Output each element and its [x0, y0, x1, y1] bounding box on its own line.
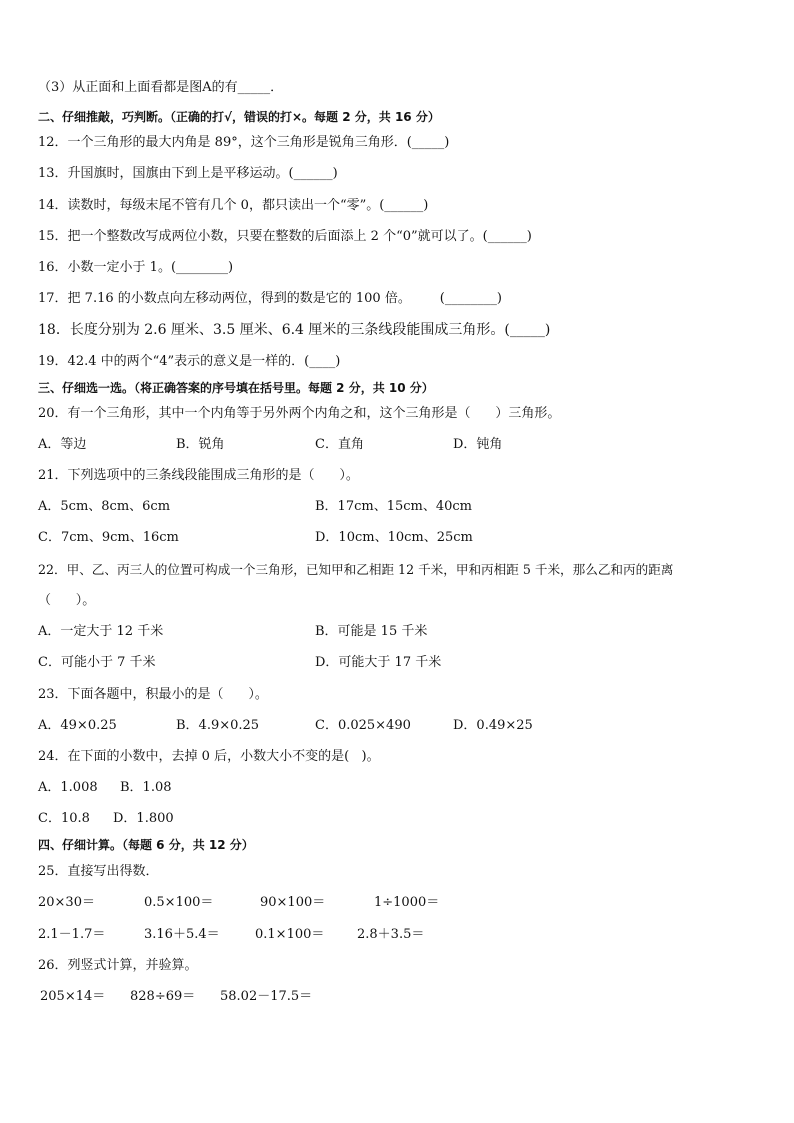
question-22-blank: （ ）。	[38, 593, 96, 608]
q24-option-d: D．1.800	[113, 811, 174, 826]
vertical-calc-item: 205×14＝	[40, 989, 106, 1004]
q21-option-b: B．17cm、15cm、40cm	[315, 499, 473, 514]
q20-option-a: A．等边	[38, 437, 87, 452]
q22-option-c: C．可能小于 7 千米	[38, 655, 156, 670]
q22-option-d: D．可能大于 17 千米	[315, 655, 442, 670]
section-4-heading: 四、仔细计算。（每题 6 分，共 12 分）	[38, 838, 254, 852]
q23-option-c: C．0.025×490	[315, 718, 411, 733]
calc-item: 20×30＝	[38, 895, 95, 910]
section-2-heading: 二、仔细推敲，巧判断。（正确的打√，错误的打×。每题 2 分，共 16 分）	[38, 110, 440, 124]
calc-item: 0.5×100＝	[144, 895, 214, 910]
vertical-calc-item: 58.02－17.5＝	[220, 989, 313, 1004]
q22-option-b: B．可能是 15 千米	[315, 624, 428, 639]
question-24: 24．在下面的小数中，去掉 0 后，小数大小不变的是( )。	[38, 749, 380, 764]
question-25: 25．直接写出得数．	[38, 864, 159, 879]
question-17: 17．把 7.16 的小数点向左移动两位，得到的数是它的 100 倍。 (________)	[38, 291, 502, 306]
vertical-calc-item: 828÷69＝	[130, 989, 196, 1004]
question-20: 20．有一个三角形，其中一个内角等于另外两个内角之和，这个三角形是（ ）三角形。	[38, 406, 561, 421]
question-15: 15．把一个整数改写成两位小数，只要在整数的后面添上 2 个“0”就可以了。(______)	[38, 229, 532, 244]
calc-item: 0.1×100＝	[255, 927, 325, 942]
question-23: 23．下面各题中，积最小的是（ ）。	[38, 687, 268, 702]
q20-option-c: C．直角	[315, 437, 364, 452]
calc-item: 2.8＋3.5＝	[357, 927, 425, 942]
calc-item: 3.16＋5.4＝	[144, 927, 220, 942]
q22-option-a: A．一定大于 12 千米	[38, 624, 164, 639]
question-16: 16．小数一定小于 1。(________)	[38, 260, 234, 275]
q23-option-a: A．49×0.25	[38, 718, 117, 733]
q20-option-d: D．钝角	[453, 437, 503, 452]
calc-item: 2.1－1.7＝	[38, 927, 106, 942]
question-22: 22．甲、乙、丙三人的位置可构成一个三角形，已知甲和乙相距 12 千米，甲和丙相距 5 千米，那么乙和丙的距离	[38, 562, 674, 577]
question-21: 21．下列选项中的三条线段能围成三角形的是（ ）。	[38, 468, 359, 483]
q24-option-b: B．1.08	[120, 780, 172, 795]
question-19: 19．42.4 中的两个“4”表示的意义是一样的．(____)	[38, 354, 341, 369]
q23-option-b: B．4.9×0.25	[176, 718, 260, 733]
q21-option-a: A．5cm、8cm、6cm	[38, 499, 171, 514]
question-14: 14．读数时，每级末尾不管有几个 0，都只读出一个“零”。(______)	[38, 198, 429, 213]
question-26: 26．列竖式计算，并验算。	[38, 958, 198, 973]
q24-option-c: C．10.8	[38, 811, 90, 826]
calc-item: 1÷1000＝	[374, 895, 440, 910]
question-12: 12．一个三角形的最大内角是 89°，这个三角形是锐角三角形．(_____)	[38, 135, 450, 150]
q20-option-b: B．锐角	[176, 437, 225, 452]
q21-option-c: C．7cm、9cm、16cm	[38, 530, 179, 545]
question-13: 13．升国旗时，国旗由下到上是平移运动。(______)	[38, 166, 338, 181]
q23-option-d: D．0.49×25	[453, 718, 533, 733]
question-11-3: （3）从正面和上面看都是图A的有_____．	[38, 80, 284, 95]
section-3-heading: 三、仔细选一选。（将正确答案的序号填在括号里。每题 2 分，共 10 分）	[38, 381, 434, 395]
question-18: 18．长度分别为 2.6 厘米、3.5 厘米、6.4 厘米的三条线段能围成三角形。(_____)	[38, 322, 551, 338]
calc-item: 90×100＝	[260, 895, 326, 910]
q24-option-a: A．1.008	[38, 780, 98, 795]
q21-option-d: D．10cm、10cm、25cm	[315, 530, 473, 545]
